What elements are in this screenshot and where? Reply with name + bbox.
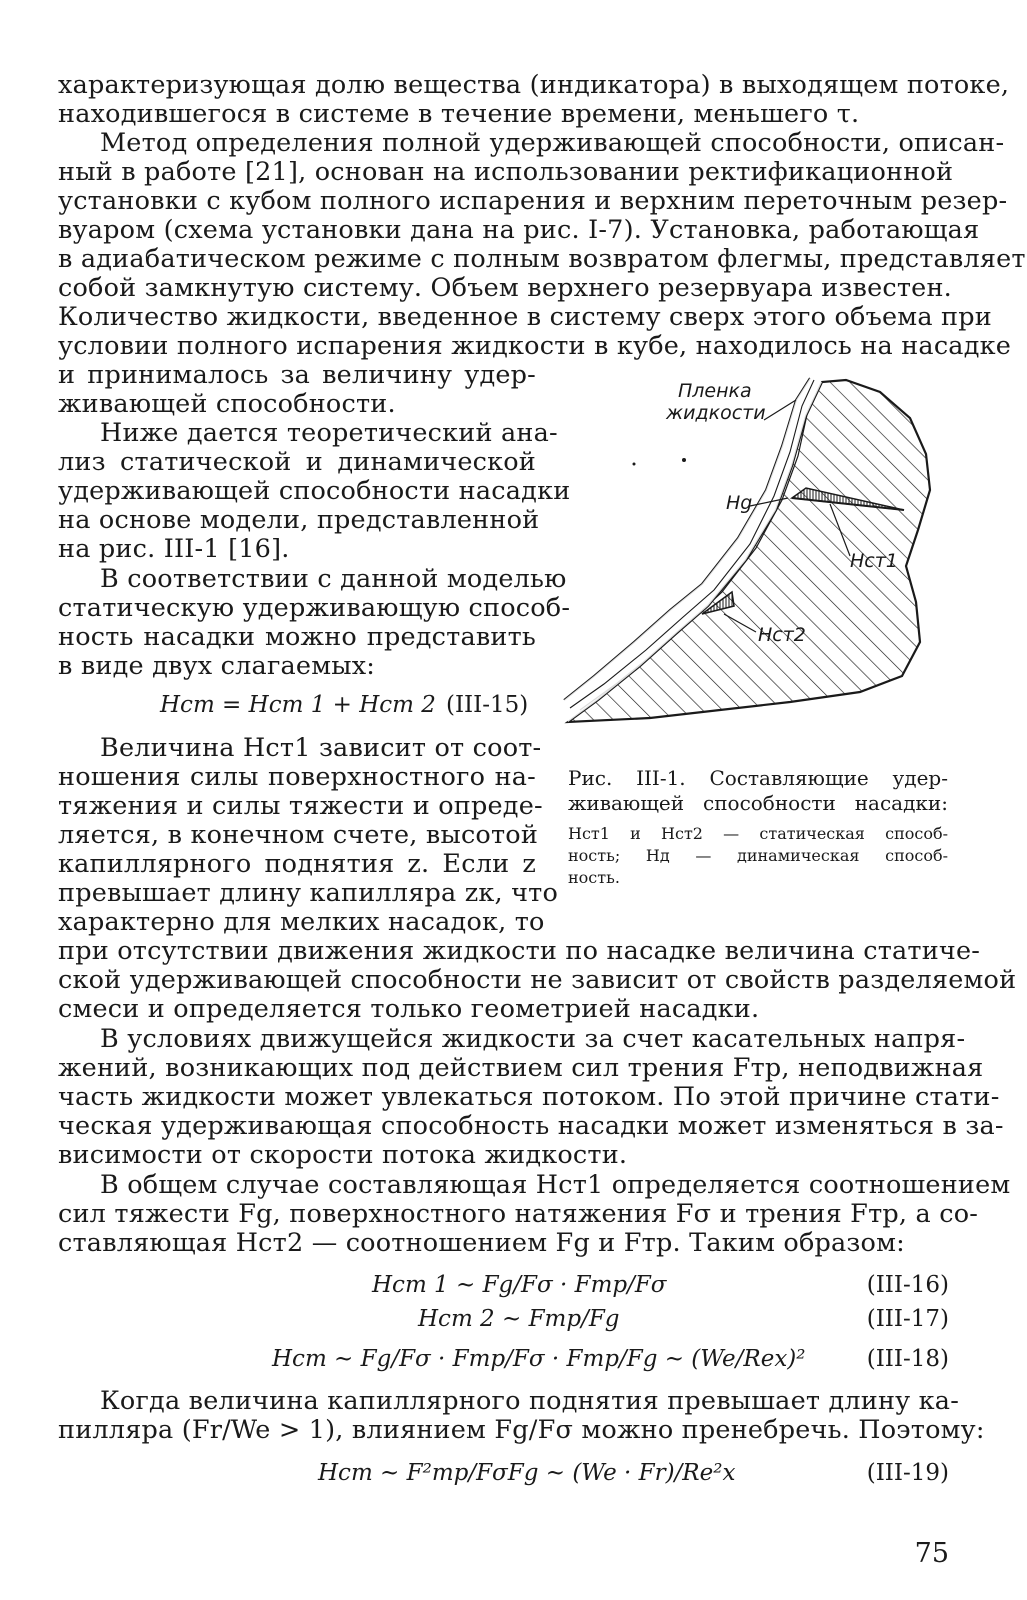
text-line: при отсутствии движения жидкости по насадке величина статиче- — [58, 936, 981, 966]
text-line: статическую удерживающую способ- — [58, 593, 571, 623]
text-line: установки с кубом полного испарения и верхним переточным резер- — [58, 186, 1008, 216]
equation-III-17: Hст 2 ~ Fтр/Fg — [418, 1306, 620, 1332]
text-line: вуаром (схема установки дана на рис. I-7). Установка, работающая — [58, 215, 980, 245]
text-line: часть жидкости может увлекаться потоком. По этой причине стати- — [58, 1082, 1000, 1112]
figure-III-1 — [560, 370, 952, 732]
text-line: удерживающей способности насадки — [58, 476, 571, 506]
text-line: висимости от скорости потока жидкости. — [58, 1140, 628, 1170]
text-line: ношения силы поверхностного на- — [58, 762, 536, 792]
equation-number: (III-17) — [866, 1306, 949, 1332]
figure-caption-note: ность. — [568, 868, 620, 887]
text-line: ляется, в конечном счете, высотой — [58, 820, 539, 850]
equation-number: (III-15) — [446, 692, 529, 718]
text-line: на основе модели, представленной — [58, 505, 540, 535]
text-line: ность насадки можно представить — [58, 622, 536, 652]
label-static-holdup-1: Hст1 — [850, 550, 898, 572]
equation-number: (III-18) — [866, 1346, 949, 1372]
text-line: Величина Hст1 зависит от соот- — [100, 733, 542, 763]
text-line: ской удерживающей способности не зависит от свойств разделяемой — [58, 965, 1017, 995]
text-line: смеси и определяется только геометрией насадки. — [58, 994, 760, 1024]
label-static-holdup-2: Hст2 — [758, 624, 806, 646]
text-line: ный в работе [21], основан на использовании ректификационной — [58, 157, 954, 187]
text-line: на рис. III-1 [16]. — [58, 534, 290, 564]
text-line: пилляра (Fr/We > 1), влиянием Fg/Fσ можно пренебречь. Поэтому: — [58, 1415, 985, 1445]
equation-III-16: Hст 1 ~ Fg/Fσ · Fтр/Fσ — [372, 1272, 667, 1298]
text-line: Ниже дается теоретический ана- — [100, 418, 558, 448]
equation-III-18: Hст ~ Fg/Fσ · Fтр/Fσ · Fтр/Fg ~ (We/Rex)² — [272, 1346, 806, 1372]
text-line: Количество жидкости, введенное в систему сверх этого объема при — [58, 302, 992, 332]
text-line: Когда величина капиллярного поднятия превышает длину ка- — [100, 1386, 960, 1416]
text-line: живающей способности. — [58, 389, 396, 419]
text-line: и принималось за величину удер- — [58, 360, 536, 390]
text-line: сил тяжести Fg, поверхностного натяжения Fσ и трения Fтр, а со- — [58, 1199, 979, 1229]
text-line: в адиабатическом режиме с полным возвратом флегмы, представляет — [58, 244, 1026, 274]
text-line: ставляющая Hст2 — соотношением Fg и Fтр. Таким образом: — [58, 1228, 905, 1258]
text-line: характерно для мелких насадок, то — [58, 907, 545, 937]
text-line: характеризующая долю вещества (индикатора) в выходящем потоке, — [58, 70, 1010, 100]
text-line: условии полного испарения жидкости в кубе, находилось на насадке — [58, 331, 1012, 361]
text-line: Метод определения полной удерживающей способности, описан- — [100, 128, 1005, 158]
text-line: находившегося в системе в течение времени, меньшего τ. — [58, 99, 860, 129]
figure-caption-line: живающей способности насадки: — [568, 791, 948, 815]
equation-number: (III-19) — [866, 1460, 949, 1486]
page-number: 75 — [914, 1538, 949, 1569]
text-line: В условиях движущейся жидкости за счет касательных напря- — [100, 1024, 966, 1054]
text-line: собой замкнутую систему. Объем верхнего резервуара известен. — [58, 273, 952, 303]
text-line: превышает длину капилляра zк, что — [58, 878, 559, 908]
text-line: капиллярного поднятия z. Если z — [58, 849, 536, 879]
equation-number: (III-16) — [866, 1272, 949, 1298]
label-liquid-film: Пленка — [678, 380, 752, 402]
text-line: жений, возникающих под действием сил трения Fтр, неподвижная — [58, 1053, 984, 1083]
equation-III-19: Hст ~ F²тр/FσFg ~ (We · Fr)/Re²x — [318, 1460, 736, 1486]
figure-caption-note: ность; Hд — динамическая способ- — [568, 846, 948, 865]
label-liquid-film-2: жидкости — [666, 402, 766, 424]
figure-caption-note: Hст1 и Hст2 — статическая способ- — [568, 824, 948, 843]
figure-caption-line: Рис. III-1. Составляющие удер- — [568, 766, 948, 790]
text-line: тяжения и силы тяжести и опреде- — [58, 791, 543, 821]
text-line: лиз статической и динамической — [58, 447, 536, 477]
text-line: ческая удерживающая способность насадки может изменяться в за- — [58, 1111, 1004, 1141]
text-line: В соответствии с данной моделью — [100, 564, 567, 594]
equation-III-15: Hст = Hст 1 + Hст 2 — [160, 692, 436, 718]
label-dynamic-holdup: Hg — [726, 492, 753, 514]
text-line: в виде двух слагаемых: — [58, 651, 376, 681]
text-line: В общем случае составляющая Hст1 определяется соотношением — [100, 1170, 1011, 1200]
